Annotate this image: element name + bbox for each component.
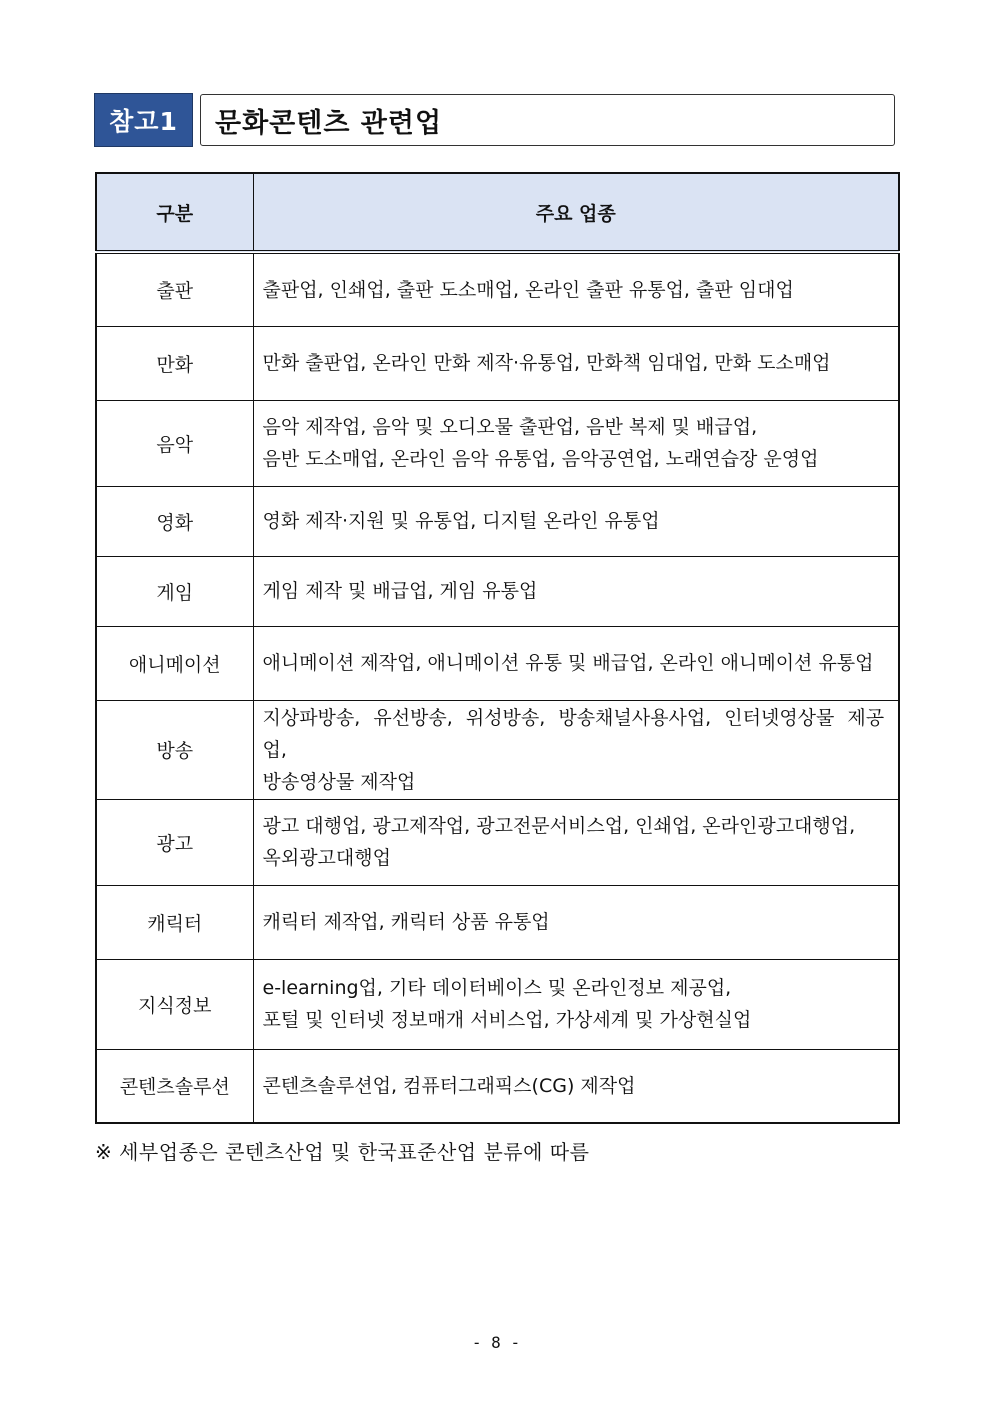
row-category: 방송 bbox=[96, 700, 253, 799]
table-row bbox=[96, 400, 899, 486]
row-industries bbox=[253, 326, 899, 400]
table-row bbox=[96, 486, 899, 556]
header-category: 구분 bbox=[96, 173, 253, 252]
industry-table bbox=[95, 172, 900, 1124]
row-category: 애니메이션 bbox=[96, 626, 253, 700]
row-category: 게임 bbox=[96, 556, 253, 626]
table-row bbox=[96, 326, 899, 400]
section-header bbox=[94, 93, 895, 147]
section-title: 문화콘텐츠 관련업 bbox=[200, 94, 895, 146]
page-number: - 8 - bbox=[471, 1333, 521, 1352]
table-row bbox=[96, 799, 899, 885]
row-category: 출판 bbox=[96, 252, 253, 326]
row-category: 광고 bbox=[96, 799, 253, 885]
industry-line: 지상파방송, 유선방송, 위성방송, 방송채널사용사업, 인터넷영상물 제공업, bbox=[262, 706, 885, 761]
industry-line: 방송영상물 제작업 bbox=[262, 770, 416, 793]
table-row bbox=[96, 959, 899, 1049]
industry-line: 애니메이션 제작업, 애니메이션 유통 및 배급업, 온라인 애니메이션 유통업 bbox=[262, 652, 874, 674]
row-industries bbox=[253, 700, 899, 799]
industry-line: 옥외광고대행업 bbox=[262, 847, 391, 869]
row-category: 지식정보 bbox=[96, 959, 253, 1049]
table-row bbox=[96, 700, 899, 799]
industry-line: 출판업, 인쇄업, 출판 도소매업, 온라인 출판 유통업, 출판 임대업 bbox=[262, 278, 794, 301]
industry-line: 광고 대행업, 광고제작업, 광고전문서비스업, 인쇄업, 온라인광고대행업, bbox=[262, 815, 856, 837]
industry-line: 게임 제작 및 배급업, 게임 유통업 bbox=[262, 580, 538, 602]
table-row bbox=[96, 1049, 899, 1123]
row-industries bbox=[253, 959, 899, 1049]
row-industries bbox=[253, 252, 899, 326]
industry-line: 음악 제작업, 음악 및 오디오물 출판업, 음반 복제 및 배급업, bbox=[262, 416, 758, 438]
row-category: 음악 bbox=[96, 400, 253, 486]
row-industries bbox=[253, 400, 899, 486]
industry-line: 캐릭터 제작업, 캐릭터 상품 유통업 bbox=[262, 911, 550, 933]
footnote: ※ 세부업종은 콘텐츠산업 및 한국표준산업 분류에 따름 bbox=[95, 1140, 590, 1164]
table-row bbox=[96, 556, 899, 626]
table-row bbox=[96, 626, 899, 700]
table-row bbox=[96, 252, 899, 326]
industry-line: 콘텐츠솔루션업, 컴퓨터그래픽스(CG) 제작업 bbox=[262, 1074, 636, 1097]
row-category: 만화 bbox=[96, 326, 253, 400]
industry-line: 영화 제작·지원 및 유통업, 디지털 온라인 유통업 bbox=[262, 510, 660, 532]
reference-tag: 참고1 bbox=[94, 93, 193, 147]
row-category: 영화 bbox=[96, 486, 253, 556]
industry-line: 포털 및 인터넷 정보매개 서비스업, 가상세계 및 가상현실업 bbox=[262, 1009, 752, 1031]
industry-line: 만화 출판업, 온라인 만화 제작·유통업, 만화책 임대업, 만화 도소매업 bbox=[262, 352, 831, 374]
industry-line: e-learning업, 기타 데이터베이스 및 온라인정보 제공업, bbox=[262, 977, 732, 999]
row-industries bbox=[253, 556, 899, 626]
row-category: 캐릭터 bbox=[96, 885, 253, 959]
industry-line: 음반 도소매업, 온라인 음악 유통업, 음악공연업, 노래연습장 운영업 bbox=[262, 448, 819, 470]
row-industries bbox=[253, 885, 899, 959]
header-industries: 주요 업종 bbox=[253, 173, 899, 252]
row-industries bbox=[253, 626, 899, 700]
table-row bbox=[96, 885, 899, 959]
row-category: 콘텐츠솔루션 bbox=[96, 1049, 253, 1123]
row-industries bbox=[253, 486, 899, 556]
row-industries bbox=[253, 1049, 899, 1123]
table-header-row bbox=[96, 173, 899, 252]
row-industries bbox=[253, 799, 899, 885]
